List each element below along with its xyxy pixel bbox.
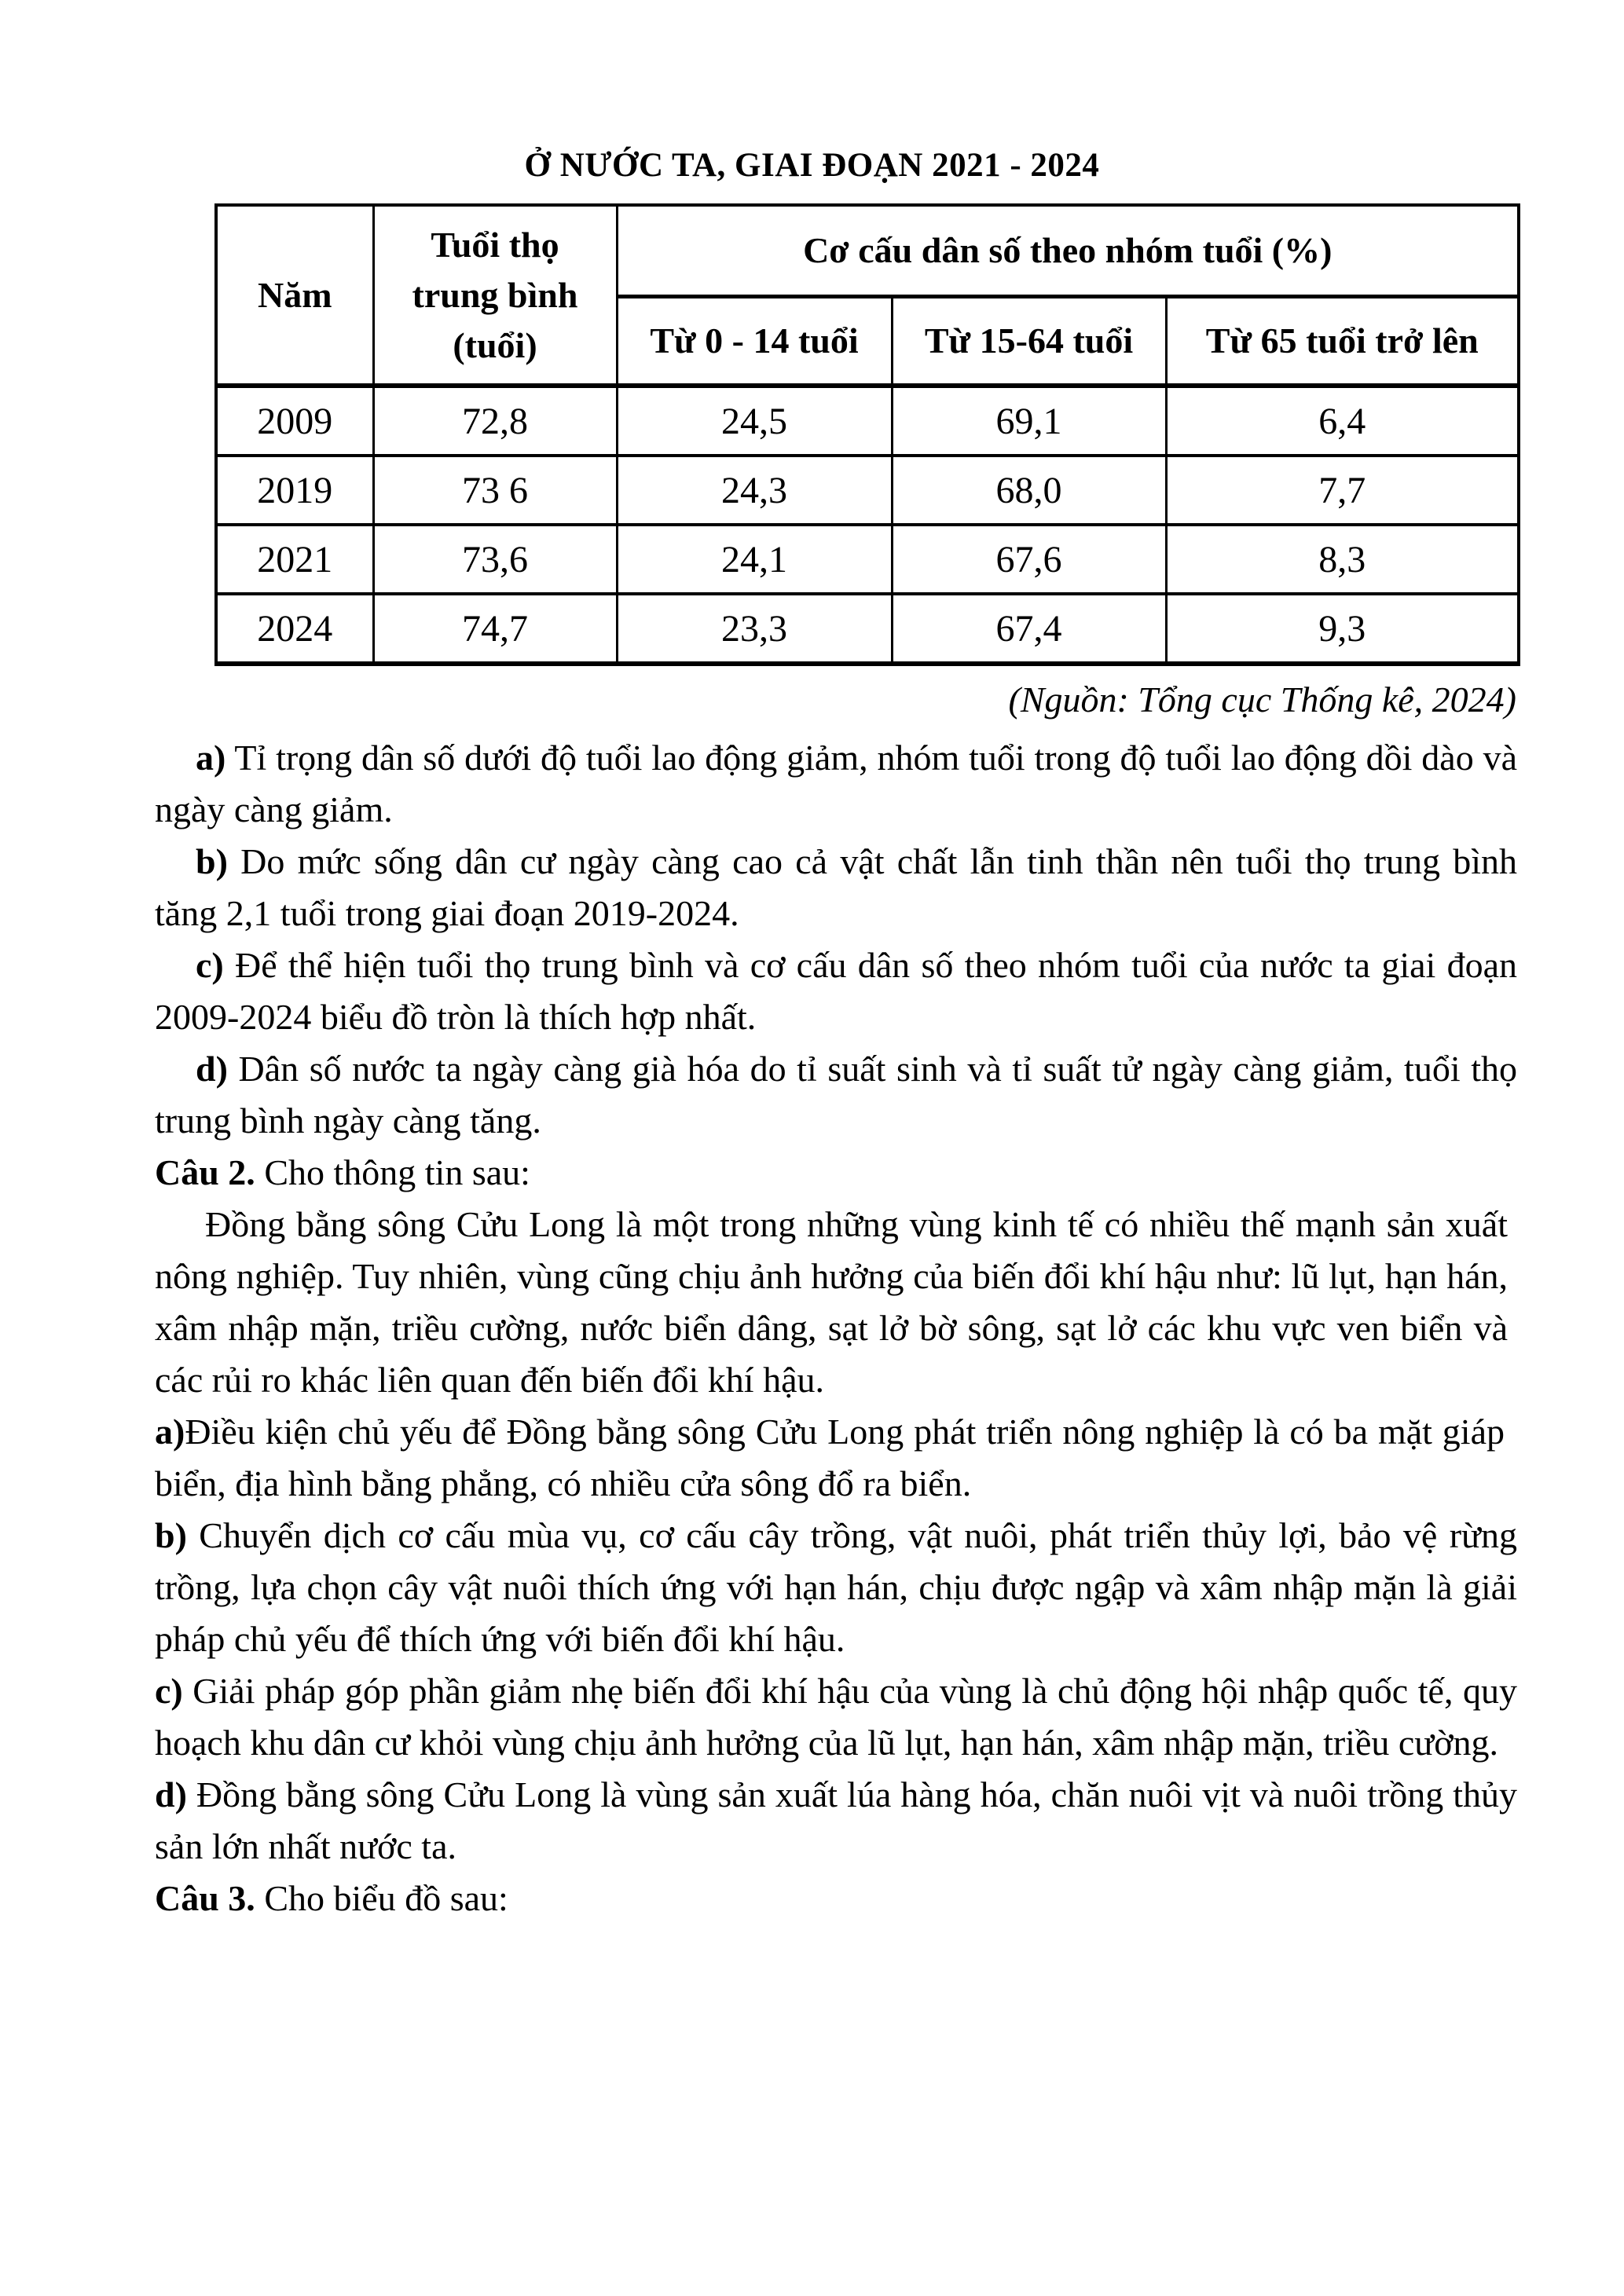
population-statistics-table (214, 203, 1520, 666)
document-body (155, 732, 1517, 1924)
cell-age-0-14: 24,1 (617, 525, 892, 594)
question1-item-d (155, 1043, 1517, 1147)
item-marker: d) (196, 1049, 228, 1089)
cell-year: 2024 (216, 594, 373, 664)
header-life-expectancy (373, 205, 617, 386)
question1-item-c (155, 939, 1517, 1043)
item-marker: b) (196, 841, 228, 881)
question3-heading-text: Cho biểu đồ sau: (255, 1878, 508, 1918)
item-marker: b) (155, 1515, 187, 1555)
item-text: Tỉ trọng dân số dưới độ tuổi lao động giảm, nhóm tuổi trong độ tuổi lao động dồi dào và ngày càng giảm. (155, 738, 1517, 829)
page-title: Ở NƯỚC TA, GIAI ĐOẠN 2021 - 2024 (524, 147, 1100, 184)
item-text: Đồng bằng sông Cửu Long là vùng sản xuất lúa hàng hóa, chăn nuôi vịt và nuôi trồng thủy sản lớn nhất nước ta. (155, 1774, 1517, 1866)
item-marker: c) (196, 945, 224, 985)
item-marker: d) (155, 1774, 187, 1814)
item-text: Điều kiện chủ yếu để Đồng bằng sông Cửu Long phát triển nông nghiệp là có ba mặt giáp biển, địa hình bằng phẳng, có nhiều cửa sông đổ ra biển. (155, 1412, 1505, 1503)
cell-life-expectancy: 72,8 (373, 386, 617, 456)
cell-age-65-plus: 8,3 (1166, 525, 1519, 594)
question2-item-b (155, 1510, 1517, 1665)
header-age-structure: Cơ cấu dân số theo nhóm tuổi (%) (617, 205, 1519, 297)
table-body (216, 386, 1519, 664)
cell-age-15-64: 68,0 (892, 456, 1166, 525)
item-text: Dân số nước ta ngày càng già hóa do tỉ suất sinh và tỉ suất tử ngày càng giảm, tuổi thọ trung bình ngày càng tăng. (155, 1049, 1517, 1141)
cell-life-expectancy: 73 6 (373, 456, 617, 525)
table-header-row-1 (216, 205, 1519, 297)
table-row-2019 (216, 456, 1519, 525)
question3-label: Câu 3. (155, 1878, 255, 1918)
cell-life-expectancy: 74,7 (373, 594, 617, 664)
cell-age-15-64: 67,6 (892, 525, 1166, 594)
cell-age-0-14: 23,3 (617, 594, 892, 664)
header-life-expectancy-line-1: Tuổi thọ (431, 224, 559, 265)
item-text: Để thể hiện tuổi thọ trung bình và cơ cấu dân số theo nhóm tuổi của nước ta giai đoạn 2009-2024 biểu đồ tròn là thích hợp nhất. (155, 945, 1517, 1037)
item-marker: a) (155, 1412, 185, 1452)
header-life-expectancy-line-2: trung bình (412, 274, 578, 315)
question2-passage: Đồng bằng sông Cửu Long là một trong những vùng kinh tế có nhiều thế mạnh sản xuất nông nghiệp. Tuy nhiên, vùng cũng chịu ảnh hưởng của biến đổi khí hậu như: lũ lụt, hạn hán, xâm nhập mặn, triều cường, nước biển dâng, sạt lở bờ sông, sạt lở các khu vực ven biển và các rủi ro khác liên quan đến biến đổi khí hậu. (155, 1204, 1508, 1400)
cell-age-0-14: 24,3 (617, 456, 892, 525)
question2-heading-text: Cho thông tin sau: (255, 1152, 530, 1192)
item-marker: a) (196, 738, 226, 778)
cell-age-0-14: 24,5 (617, 386, 892, 456)
table-row-2024 (216, 594, 1519, 664)
cell-age-65-plus: 7,7 (1166, 456, 1519, 525)
cell-age-15-64: 67,4 (892, 594, 1166, 664)
cell-age-65-plus: 6,4 (1166, 386, 1519, 456)
header-year: Năm (216, 205, 373, 386)
item-marker: c) (155, 1671, 183, 1711)
cell-year: 2021 (216, 525, 373, 594)
question1-item-b (155, 836, 1517, 939)
table-row-2009 (216, 386, 1519, 456)
subheader-age-15-64: Từ 15-64 tuổi (892, 297, 1166, 386)
question3-heading (155, 1873, 1517, 1924)
subheader-age-0-14: Từ 0 - 14 tuổi (617, 297, 892, 386)
header-life-expectancy-line-3: (tuổi) (453, 324, 537, 365)
table-source-note: (Nguồn: Tổng cục Thống kê, 2024) (1008, 679, 1516, 720)
cell-year: 2019 (216, 456, 373, 525)
question2-heading (155, 1147, 1517, 1199)
item-text: Giải pháp góp phần giảm nhẹ biến đổi khí hậu của vùng là chủ động hội nhập quốc tế, quy hoạch khu dân cư khỏi vùng chịu ảnh hưởng của lũ lụt, hạn hán, xâm nhập mặn, triều cường. (155, 1671, 1517, 1763)
item-text: Do mức sống dân cư ngày càng cao cả vật chất lẫn tinh thần nên tuổi thọ trung bình tăng 2,1 tuổi trong giai đoạn 2019-2024. (155, 841, 1517, 933)
cell-year: 2009 (216, 386, 373, 456)
question2-item-c (155, 1665, 1517, 1769)
question2-item-a (155, 1406, 1505, 1510)
cell-life-expectancy: 73,6 (373, 525, 617, 594)
cell-age-15-64: 69,1 (892, 386, 1166, 456)
subheader-age-65-plus: Từ 65 tuổi trở lên (1166, 297, 1519, 386)
question2-label: Câu 2. (155, 1152, 255, 1192)
table-header (216, 205, 1519, 386)
table-row-2021 (216, 525, 1519, 594)
cell-age-65-plus: 9,3 (1166, 594, 1519, 664)
question2-item-d (155, 1769, 1517, 1873)
item-text: Chuyển dịch cơ cấu mùa vụ, cơ cấu cây trồng, vật nuôi, phát triển thủy lợi, bảo vệ rừng trồng, lựa chọn cây vật nuôi thích ứng với hạn hán, chịu được ngập và xâm nhập mặn là giải pháp chủ yếu để thích ứng với biến đổi khí hậu. (155, 1515, 1517, 1659)
question1-item-a (155, 732, 1517, 836)
